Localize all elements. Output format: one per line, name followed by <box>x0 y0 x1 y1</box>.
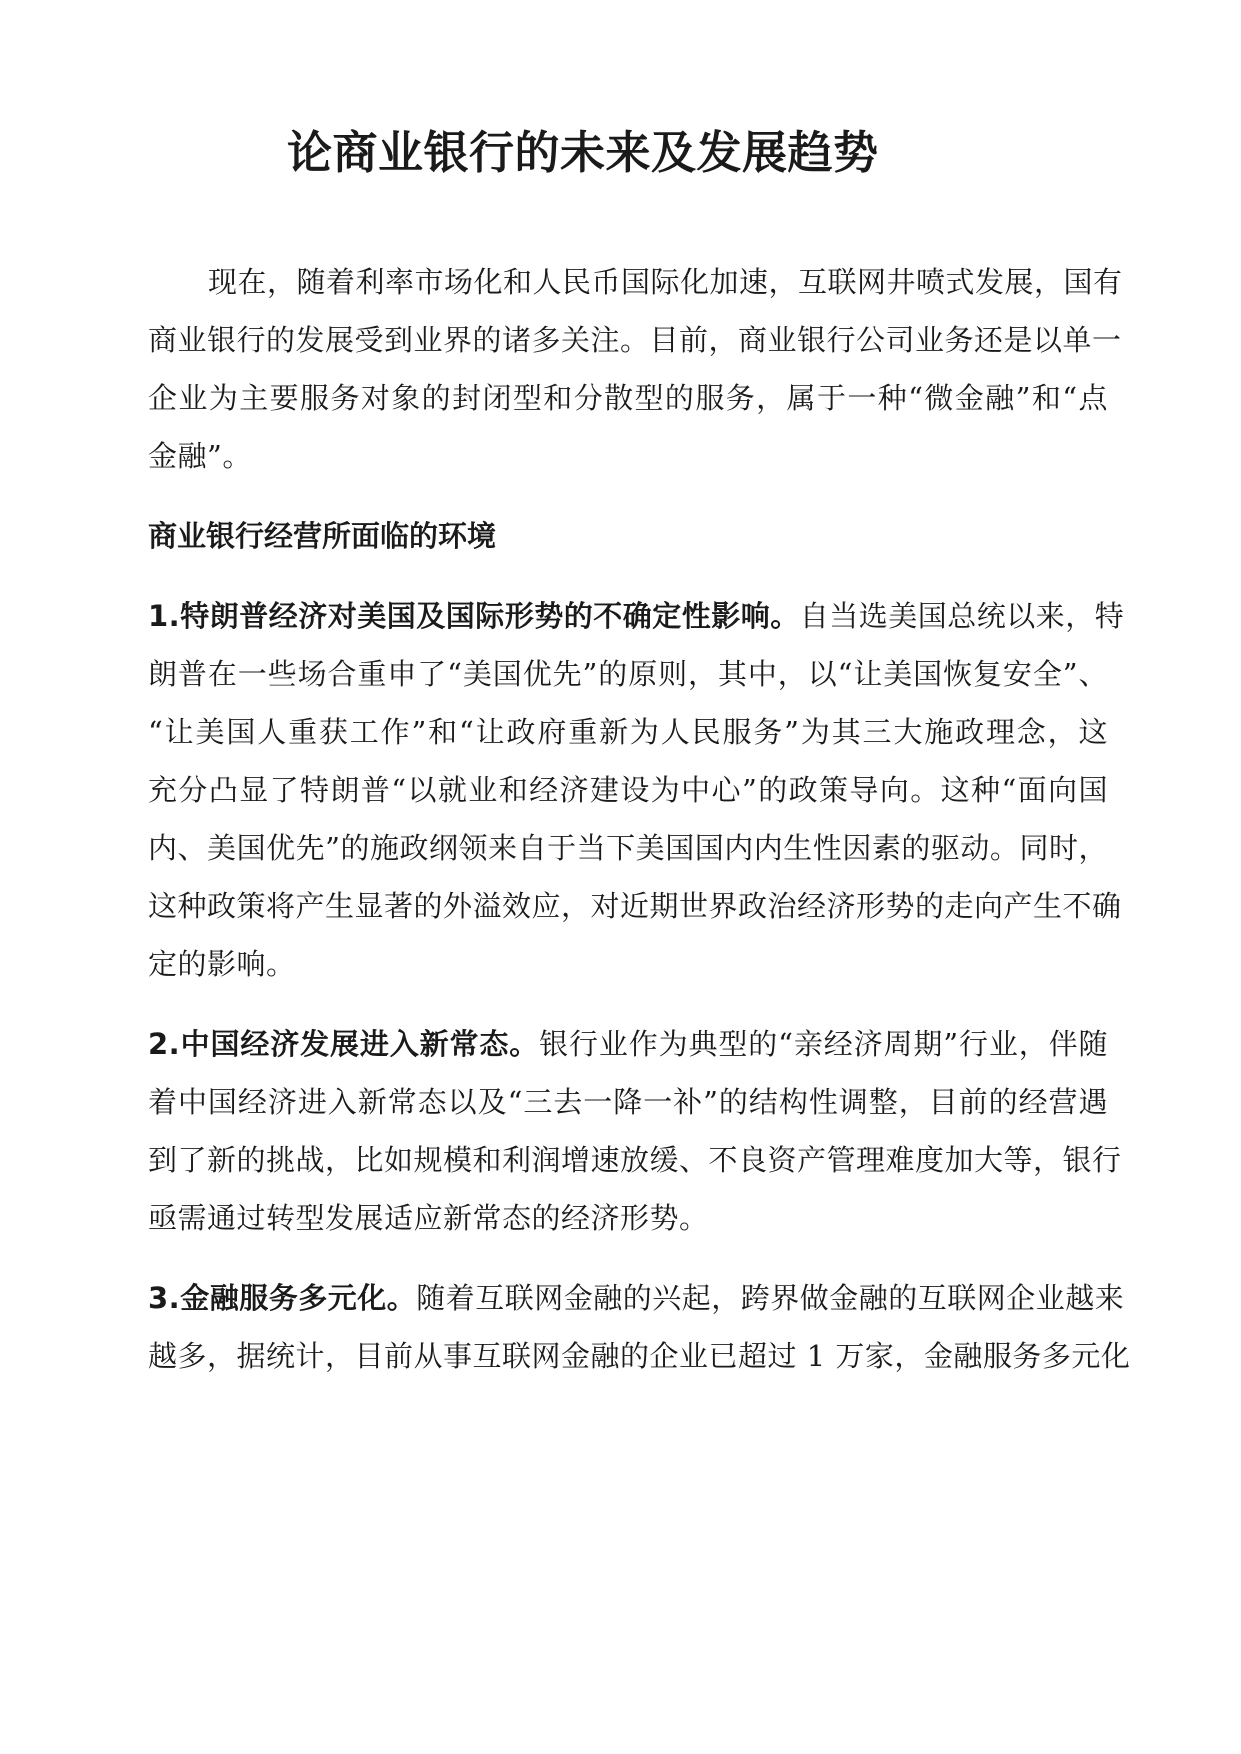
point1-line-7: 定的影响。 <box>148 947 296 981</box>
point2-line-1 <box>148 1024 1108 1064</box>
point1-line-5: 内、美国优先”的施政纲领来自于当下美国国内内生性因素的驱动。同时， <box>148 831 1108 865</box>
point2-line-4: 亟需通过转型发展适应新常态的经济形势。 <box>148 1201 709 1235</box>
point1-bold-lead: 1.特朗普经济对美国及国际形势的不确定性影响。 <box>148 599 800 633</box>
intro-line-1: 现在，随着利率市场化和人民币国际化加速，互联网井喷式发展，国有 <box>208 265 1123 299</box>
document-title: 论商业银行的未来及发展趋势 <box>287 126 879 179</box>
point3-line-1 <box>148 1278 1125 1318</box>
point1-line-3: “让美国人重获工作”和“让政府重新为人民服务”为其三大施政理念，这 <box>148 715 1108 749</box>
point3-line-2: 越多，据统计，目前从事互联网金融的企业已超过 1 万家，金融服务多元化 <box>148 1339 1131 1373</box>
point1-line-6: 这种政策将产生显著的外溢效应，对近期世界政治经济形势的走向产生不确 <box>148 889 1122 923</box>
point2-bold-lead: 2.中国经济发展进入新常态。 <box>148 1027 540 1061</box>
point2-first-rest: 银行业作为典型的“亲经济周期”行业，伴随 <box>539 1027 1109 1061</box>
point1-line-1 <box>148 596 1125 636</box>
section-heading: 商业银行经营所面临的环境 <box>148 519 497 553</box>
point3-first-rest: 随着互联网金融的兴起，跨界做金融的互联网企业越来 <box>416 1281 1125 1315</box>
point2-line-3: 到了新的挑战，比如规模和利润增速放缓、不良资产管理难度加大等，银行 <box>148 1143 1122 1177</box>
intro-line-3: 企业为主要服务对象的封闭型和分散型的服务，属于一种“微金融”和“点 <box>148 381 1108 415</box>
point1-line-2: 朗普在一些场合重申了“美国优先”的原则，其中，以“让美国恢复安全”、 <box>148 657 1108 691</box>
point2-line-2: 着中国经济进入新常态以及“三去一降一补”的结构性调整，目前的经营遇 <box>148 1085 1108 1119</box>
point3-bold-lead: 3.金融服务多元化。 <box>148 1281 417 1315</box>
point1-first-rest: 自当选美国总统以来，特 <box>799 599 1125 633</box>
point1-line-4: 充分凸显了特朗普“以就业和经济建设为中心”的政策导向。这种“面向国 <box>148 773 1108 807</box>
intro-line-2: 商业银行的发展受到业界的诸多关注。目前，商业银行公司业务还是以单一 <box>148 323 1122 357</box>
intro-line-4: 金融”。 <box>148 439 252 473</box>
